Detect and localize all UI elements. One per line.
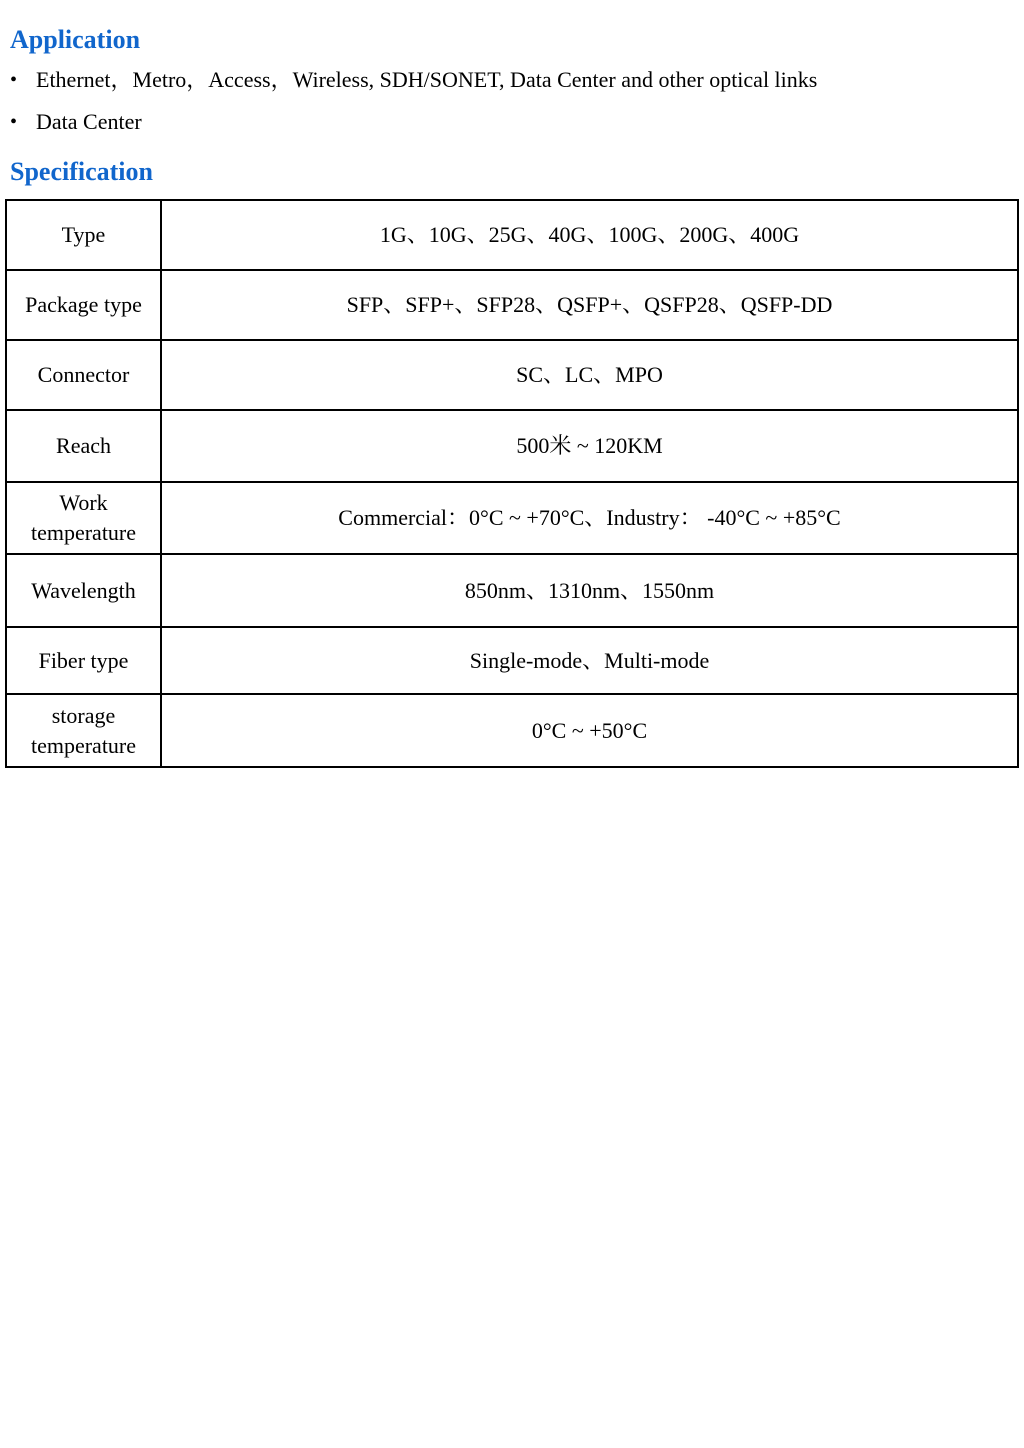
bullet-icon: • — [10, 111, 18, 133]
spec-value: Single-mode、Multi-mode — [161, 627, 1018, 694]
table-row — [6, 200, 1018, 270]
table-row — [6, 694, 1018, 767]
spec-value: SFP、SFP+、SFP28、QSFP+、QSFP28、QSFP-DD — [161, 270, 1018, 340]
spec-value: 500米 ~ 120KM — [161, 410, 1018, 482]
spec-label: Type — [6, 200, 161, 270]
specification-table — [5, 199, 1019, 768]
spec-value: 1G、10G、25G、40G、100G、200G、400G — [161, 200, 1018, 270]
table-row — [6, 627, 1018, 694]
spec-label: storage temperature — [6, 694, 161, 767]
spec-label: Connector — [6, 340, 161, 410]
list-item — [10, 106, 817, 148]
table-row — [6, 482, 1018, 554]
application-item-text: Ethernet，Metro，Access，Wireless, SDH/SONET, Data Center and other optical links — [36, 67, 818, 92]
specification-heading: Specification — [10, 157, 153, 186]
spec-label: Package type — [6, 270, 161, 340]
table-row — [6, 340, 1018, 410]
table-row — [6, 554, 1018, 627]
spec-label: Fiber type — [6, 627, 161, 694]
application-item-text: Data Center — [36, 109, 142, 134]
list-item — [10, 64, 817, 106]
spec-label: Reach — [6, 410, 161, 482]
table-row — [6, 270, 1018, 340]
table-row — [6, 410, 1018, 482]
spec-label: Work temperature — [6, 482, 161, 554]
application-list — [10, 64, 817, 148]
bullet-icon: • — [10, 69, 18, 91]
application-heading: Application — [10, 25, 141, 54]
spec-label: Wavelength — [6, 554, 161, 627]
spec-value: SC、LC、MPO — [161, 340, 1018, 410]
spec-value: 0°C ~ +50°C — [161, 694, 1018, 767]
spec-value: Commercial：0°C ~ +70°C、Industry： -40°C ~ +85°C — [161, 482, 1018, 554]
spec-value: 850nm、1310nm、1550nm — [161, 554, 1018, 627]
